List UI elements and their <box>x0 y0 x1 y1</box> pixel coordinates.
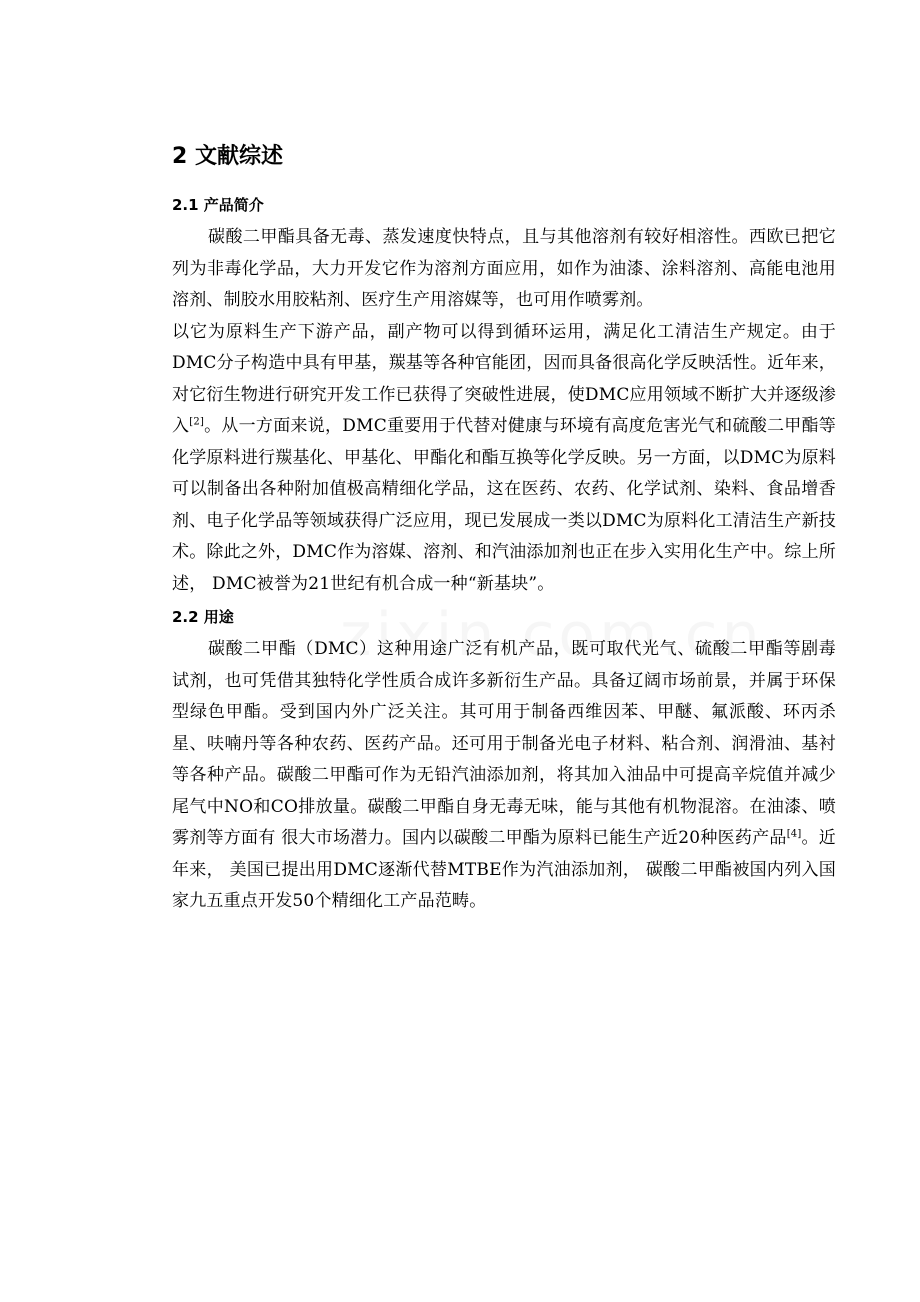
paragraph-intro-1: 碳酸二甲酯具备无毒、蒸发速度快特点，且与其他溶剂有较好相溶性。西欧已把它列为非毒化学品，大力开发它作为溶剂方面应用，如作为油漆、涂料溶剂、高能电池用溶剂、制胶水用胶粘剂、医疗生产用溶媒等，也可用作喷雾剂。 <box>172 227 836 310</box>
document-body <box>172 140 836 918</box>
paragraph-text: 以它为原料生产下游产品，副产物可以得到循环运用，满足化工清洁生产规定。由于DMC分子构造中具有甲基，羰基等各种官能团，因而具备很高化学反映活性。近年来，对它衍生物进行研究开发工作已获得了突破性进展，使DMC应用领域不断扩大并逐级渗入 <box>172 321 836 436</box>
citation-ref: [4] <box>786 828 802 840</box>
paragraph-text: 碳酸二甲酯（DMC）这种用途广泛有机产品，既可取代光气、硫酸二甲酯等剧毒试剂，也可凭借其独特化学性质合成许多新衍生产品。具备辽阔市场前景，并属于环保型绿色甲酯。受到国内外广泛关注。其可用于制备西维因苯、甲醚、氟派酸、环丙杀星、呋喃丹等各种农药、医药产品。还可用于制备光电子材料、粘合剂、润滑油、基衬等各种产品。碳酸二甲酯可作为无铅汽油添加剂，将其加入油品中可提高辛烷值并减少尾气中NO和CO排放量。碳酸二甲酯自身无毒无味，能与其他有机物混溶。在油漆、喷雾剂等方面有 很大市场潜力。国内以碳酸二甲酯为原料已能生产近20种医药产品 <box>172 639 836 848</box>
paragraph-uses-1 <box>172 634 836 918</box>
paragraph-text: 。从一方面来说，DMC重要用于代替对健康与环境有高度危害光气和硫酸二甲酯等化学原料进行羰基化、甲基化、甲酯化和酯互换等化学反映。另一方面，以DMC为原料可以制备出各种附加值极高精细化学品，这在医药、农药、化学试剂、染料、食品增香剂、电子化学品等领域获得广泛应用，现已发展成一类以DMC为原料化工清洁生产新技术。除此之外，DMC作为溶媒、溶剂、和汽油添加剂也正在步入实用化生产中。综上所述， DMC被誉为21世纪有机合成一种“新基块”。 <box>172 416 836 594</box>
paragraph-text: 。近年来， 美国已提出用DMC逐渐代替MTBE作为汽油添加剂， 碳酸二甲酯被国内列入国家九五重点开发50个精细化工产品范畴。 <box>172 828 836 911</box>
section-heading-product-intro: 2.1 产品简介 <box>172 196 264 214</box>
section-heading-uses: 2.2 用途 <box>172 608 234 626</box>
chapter-heading: 2 文献综述 <box>172 144 283 169</box>
paragraph-intro-2 <box>172 317 836 601</box>
citation-ref: [2] <box>189 416 205 428</box>
